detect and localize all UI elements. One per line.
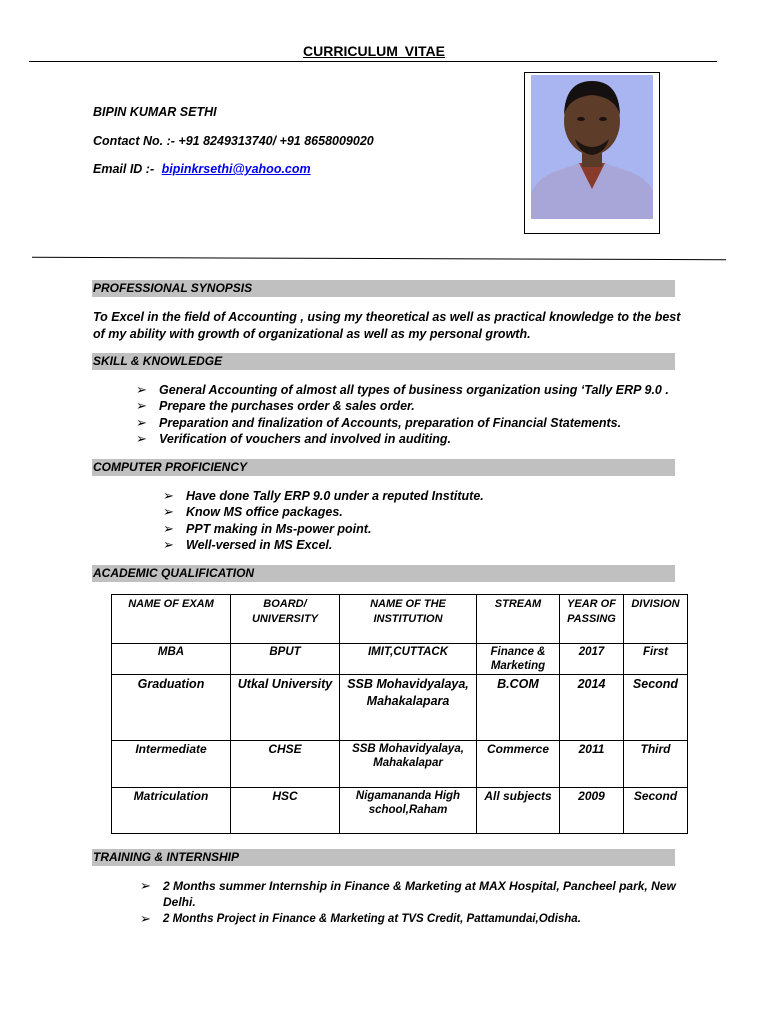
list-item-text: 2 Months summer Internship in Finance & Marketing at MAX Hospital, Pancheel park, New Delhi. [163, 879, 676, 910]
list-item-text: Preparation and finalization of Accounts, preparation of Financial Statements. [159, 415, 622, 430]
table-cell: Third [624, 741, 688, 788]
section-heading-computer: COMPUTER PROFICIENCY [92, 459, 675, 476]
contact-number: Contact No. :- +91 8249313740/ +91 8658009020 [93, 134, 374, 148]
person-portrait-icon [531, 75, 653, 219]
table-cell: B.COM [477, 675, 560, 741]
list-item [163, 488, 484, 504]
table-cell: All subjects [477, 788, 560, 834]
arrowhead-bullet-icon: ➢ [163, 488, 174, 503]
table-cell: 2011 [560, 741, 624, 788]
table-cell: 2017 [560, 644, 624, 675]
list-item-text: General Accounting of almost all types of business organization using ‘Tally ERP 9.0 . [159, 383, 669, 397]
training-list [140, 878, 700, 927]
email-link[interactable]: bipinkrsethi@yahoo.com [161, 162, 311, 176]
list-item [163, 537, 484, 553]
list-item-text: Well-versed in MS Excel. [186, 537, 333, 552]
academic-table [111, 594, 688, 834]
arrowhead-bullet-icon: ➢ [140, 910, 151, 926]
list-item [163, 504, 484, 520]
column-header: DIVISION [624, 595, 688, 644]
table-cell: CHSE [231, 741, 340, 788]
arrowhead-bullet-icon: ➢ [136, 398, 147, 414]
skills-list [136, 382, 669, 447]
list-item [136, 382, 669, 398]
list-item [163, 521, 484, 537]
arrowhead-bullet-icon: ➢ [163, 504, 174, 520]
section-heading-academic: ACADEMIC QUALIFICATION [92, 565, 675, 582]
table-row [112, 675, 688, 741]
table-row [112, 788, 688, 834]
table-cell: IMIT,CUTTACK [340, 644, 477, 675]
profile-photo [531, 75, 653, 219]
table-cell: SSB Mohavidyalaya, Mahakalapara [340, 675, 477, 741]
table-cell: Finance & Marketing [477, 644, 560, 675]
column-header: YEAR OF PASSING [560, 595, 624, 644]
section-heading-skills: SKILL & KNOWLEDGE [92, 353, 675, 370]
arrowhead-bullet-icon: ➢ [140, 878, 151, 893]
table-cell: Second [624, 788, 688, 834]
table-cell: Graduation [112, 675, 231, 741]
table-cell: First [624, 644, 688, 675]
column-header: NAME OF EXAM [112, 595, 231, 644]
list-item-text: 2 Months Project in Finance & Marketing at TVS Credit, Pattamundai,Odisha. [163, 912, 581, 925]
arrowhead-bullet-icon: ➢ [163, 536, 174, 552]
header-divider [32, 257, 726, 260]
table-cell: Nigamananda High school,Raham [340, 788, 477, 834]
section-heading-synopsis: PROFESSIONAL SYNOPSIS [92, 280, 675, 297]
section-heading-training: TRAINING & INTERNSHIP [92, 849, 675, 866]
photo-frame [524, 72, 660, 234]
table-cell: Second [624, 675, 688, 741]
list-item [136, 415, 669, 431]
table-cell: Utkal University [231, 675, 340, 741]
list-item-text: Prepare the purchases order & sales order. [159, 399, 415, 414]
list-item [136, 398, 669, 414]
list-item [136, 431, 669, 447]
email-row [93, 162, 311, 176]
table-cell: 2009 [560, 788, 624, 834]
list-item-text: Know MS office packages. [186, 505, 343, 520]
list-item-text: Verification of vouchers and involved in auditing. [159, 431, 451, 446]
list-item [140, 878, 700, 911]
arrowhead-bullet-icon: ➢ [136, 414, 147, 430]
table-header-row [112, 595, 688, 644]
table-cell: MBA [112, 644, 231, 675]
table-cell: 2014 [560, 675, 624, 741]
synopsis-text: To Excel in the field of Accounting , using my theoretical as well as practical knowledge to the best of my ability with growth of organizational as well as my personal growth. [93, 310, 681, 341]
candidate-name: BIPIN KUMAR SETHI [93, 105, 217, 119]
table-row [112, 644, 688, 675]
arrowhead-bullet-icon: ➢ [163, 520, 174, 536]
arrowhead-bullet-icon: ➢ [136, 430, 147, 446]
email-label: Email ID :- [93, 162, 155, 176]
table-cell: Commerce [477, 741, 560, 788]
table-cell: SSB Mohavidyalaya, Mahakalapar [340, 741, 477, 788]
arrowhead-bullet-icon: ➢ [136, 382, 147, 397]
table-cell: Intermediate [112, 741, 231, 788]
column-header: NAME OF THE INSTITUTION [340, 595, 477, 644]
computer-list [163, 488, 484, 553]
list-item [140, 911, 700, 927]
table-row [112, 741, 688, 788]
list-item-text: Have done Tally ERP 9.0 under a reputed Institute. [186, 489, 484, 503]
table-cell: BPUT [231, 644, 340, 675]
column-header: BOARD/ UNIVERSITY [231, 595, 340, 644]
top-rule [29, 61, 717, 62]
list-item-text: PPT making in Ms-power point. [186, 521, 372, 536]
table-cell: HSC [231, 788, 340, 834]
column-header: STREAM [477, 595, 560, 644]
table-cell: Matriculation [112, 788, 231, 834]
document-title: CURRICULUM VITAE [303, 43, 445, 59]
